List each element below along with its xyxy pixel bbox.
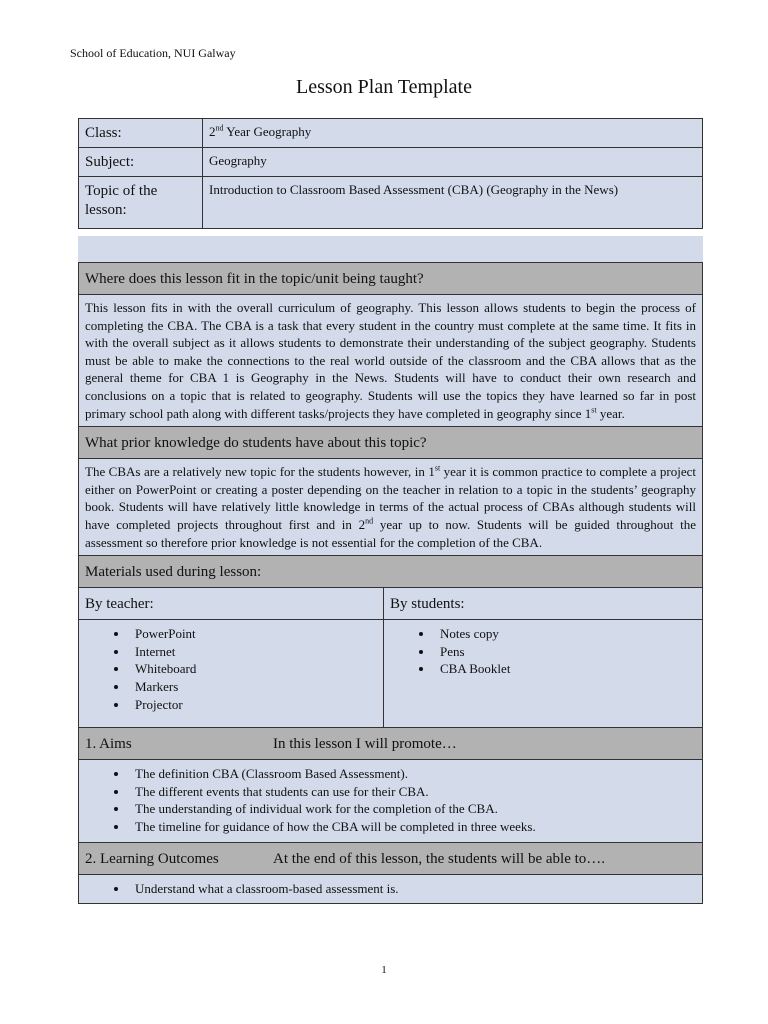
outcomes-subtitle: At the end of this lesson, the students will be able to…. bbox=[273, 850, 606, 867]
prior-text-a: The CBAs are a relatively new topic for the students however, in 1 bbox=[85, 464, 435, 480]
topic-row bbox=[79, 177, 703, 229]
class-value-ordinal: nd bbox=[215, 123, 224, 133]
prior-ordinal-b: nd bbox=[365, 516, 374, 526]
prior-heading: What prior knowledge do students have about this topic? bbox=[79, 427, 703, 459]
aims-heading bbox=[79, 728, 703, 760]
topic-label: Topic of the lesson: bbox=[79, 177, 203, 229]
materials-heading: Materials used during lesson: bbox=[79, 556, 703, 588]
list-item: • CBA Booklet bbox=[434, 660, 696, 678]
by-students-label: By students: bbox=[384, 588, 703, 620]
list-item: • Pens bbox=[434, 643, 696, 661]
page-number: 1 bbox=[381, 964, 387, 976]
list-item: • The definition CBA (Classroom Based Assessment). bbox=[129, 765, 696, 783]
fit-text-ordinal: st bbox=[591, 405, 597, 415]
list-item: • Notes copy bbox=[434, 625, 696, 643]
fit-text-end: year. bbox=[596, 405, 625, 421]
aims-title: 1. Aims bbox=[85, 736, 132, 753]
fit-text-main: This lesson fits in with the overall curriculum of geography. This lesson allows students to begin the process of completing the CBA. The CBA is a task that every student in the country must complete at the same time. It fits in with the overall subject as it allows students to demonstrate their understanding of the subject geography. Students must be able to make the connections to the real world outside of the classroom and the CBA allows that as the general theme for CBA 1 is Geography in the News. Students will have to conduct their own research and conclusions on a topic that is related to geography. Students will use the topics they have learned so far in post primary school path along with different tasks/projects they have completed in geography since 1 bbox=[85, 300, 696, 421]
teacher-materials-list bbox=[85, 625, 377, 713]
prior-text-b: year it is common practice to complete a project either on PowerPoint or creating a poster depending on the teacher in relation to a topic in the students’ geography book. Students will have relatively little knowledge in terms of the actual process of CBAs although students will have completed projects throughout first and in 2 bbox=[85, 464, 696, 532]
list-item: • The different events that students can use for their CBA. bbox=[129, 783, 696, 801]
student-materials-list bbox=[390, 625, 696, 678]
class-value-number: 2 bbox=[209, 124, 216, 139]
document-title: Lesson Plan Template bbox=[296, 76, 472, 98]
list-item: • PowerPoint bbox=[129, 625, 377, 643]
fit-text bbox=[79, 295, 703, 427]
outcomes-cell bbox=[79, 874, 703, 904]
outcomes-heading bbox=[79, 842, 703, 874]
lesson-info-table bbox=[78, 118, 703, 229]
aims-list bbox=[85, 765, 696, 835]
teacher-materials-cell bbox=[79, 620, 384, 728]
list-item: • The timeline for guidance of how the CBA will be completed in three weeks. bbox=[129, 818, 696, 836]
list-item: • Understand what a classroom-based assessment is. bbox=[129, 880, 696, 898]
list-item: • Markers bbox=[129, 678, 377, 696]
aims-cell bbox=[79, 760, 703, 842]
fit-heading: Where does this lesson fit in the topic/unit being taught? bbox=[79, 263, 703, 295]
list-item: • Projector bbox=[129, 696, 377, 714]
outcomes-list bbox=[85, 880, 696, 898]
class-value-text: Year Geography bbox=[223, 124, 312, 139]
by-teacher-label: By teacher: bbox=[79, 588, 384, 620]
list-item: • Internet bbox=[129, 643, 377, 661]
outcomes-title: 2. Learning Outcomes bbox=[85, 850, 219, 867]
topic-value: Introduction to Classroom Based Assessment (CBA) (Geography in the News) bbox=[203, 177, 703, 229]
lesson-plan-table bbox=[78, 262, 703, 904]
subject-value: Geography bbox=[203, 148, 703, 177]
subject-label: Subject: bbox=[79, 148, 203, 177]
class-label: Class: bbox=[79, 119, 203, 148]
table-spacer bbox=[78, 236, 703, 262]
document-header: School of Education, NUI Galway bbox=[70, 46, 236, 60]
prior-text-c: year up to now. Students will be guided throughout the assessment so therefore prior knowledge is not essential for the completion of the CBA. bbox=[85, 516, 696, 550]
prior-text bbox=[79, 459, 703, 556]
student-materials-cell bbox=[384, 620, 703, 728]
class-value bbox=[203, 119, 703, 148]
prior-ordinal-a: st bbox=[434, 463, 441, 473]
list-item: • The understanding of individual work for the completion of the CBA. bbox=[129, 800, 696, 818]
list-item: • Whiteboard bbox=[129, 660, 377, 678]
class-row bbox=[79, 119, 703, 148]
subject-row bbox=[79, 148, 703, 177]
aims-subtitle: In this lesson I will promote… bbox=[273, 736, 457, 753]
